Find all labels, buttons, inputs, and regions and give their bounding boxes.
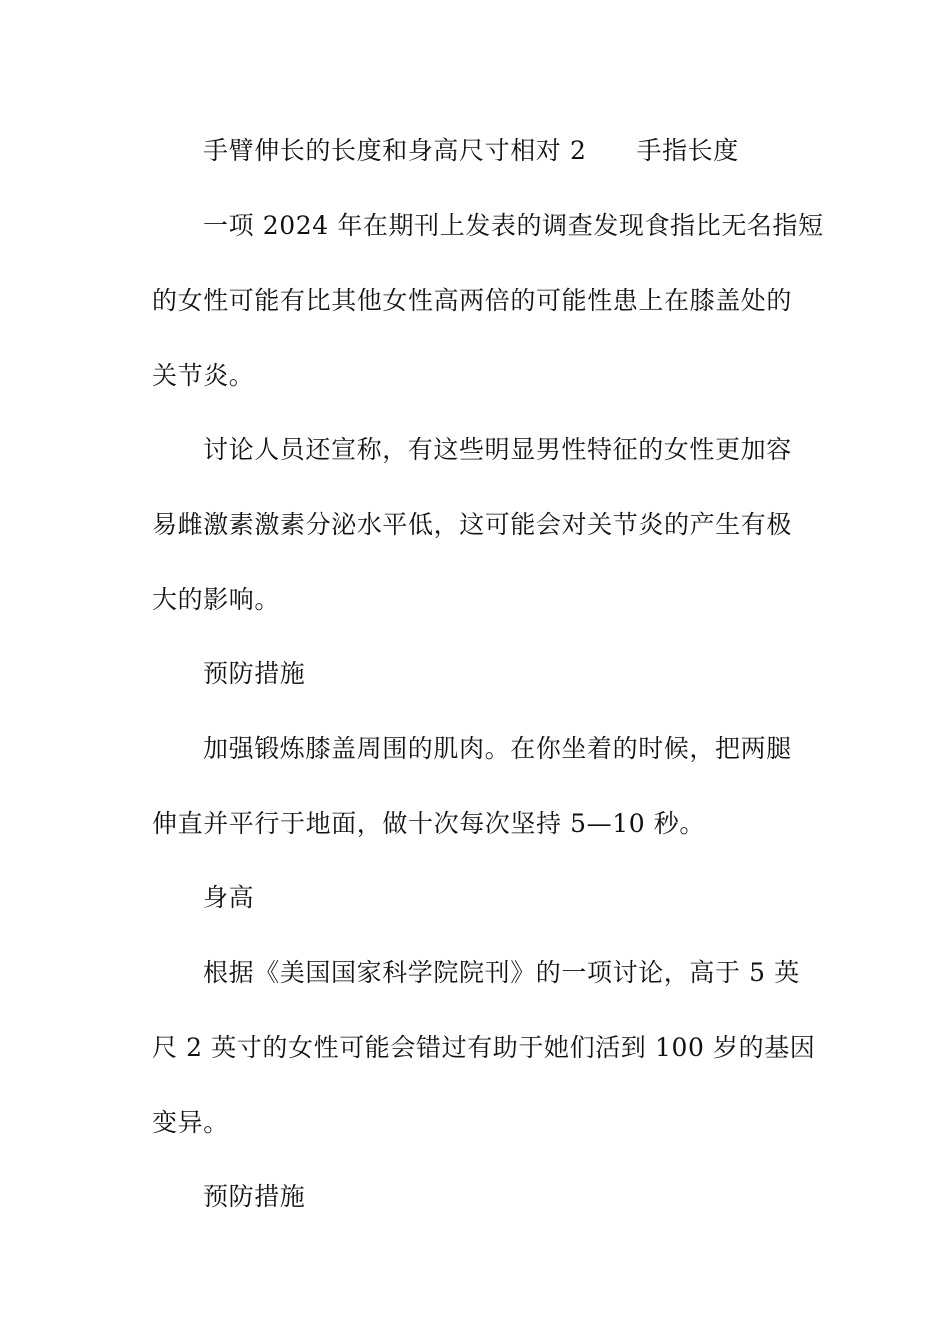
- section1-title: 预防措施: [203, 659, 306, 688]
- paragraph2-line1: 讨论人员还宣称，有这些明显男性特征的女性更加容: [203, 435, 792, 464]
- paragraph2-line3: 大的影响。: [152, 585, 281, 614]
- paragraph3-line1: 加强锻炼膝盖周围的肌肉。在你坐着的时候，把两腿: [203, 734, 792, 763]
- heading-right-text: 手指长度: [636, 136, 739, 165]
- section2-title: 身高: [203, 883, 255, 912]
- paragraph2-line2: 易雌激素激素分泌水平低，这可能会对关节炎的产生有极: [152, 510, 793, 539]
- heading-left-text: 手臂伸长的长度和身高尺寸相对 2: [203, 136, 587, 165]
- paragraph1-line1: 一项 2024 年在期刊上发表的调查发现食指比无名指短: [203, 211, 824, 240]
- paragraph1-line3: 关节炎。: [152, 361, 255, 390]
- paragraph3-line2: 伸直并平行于地面，做十次每次坚持 5—10 秒。: [152, 809, 706, 838]
- heading-line: [203, 134, 739, 168]
- paragraph4-line3: 变异。: [152, 1108, 229, 1137]
- paragraph1-line2: 的女性可能有比其他女性高两倍的可能性患上在膝盖处的: [152, 286, 793, 315]
- paragraph4-line1: 根据《美国国家科学院院刊》的一项讨论，高于 5 英: [203, 958, 800, 987]
- paragraph4-line2: 尺 2 英寸的女性可能会错过有助于她们活到 100 岁的基因: [152, 1033, 816, 1062]
- section3-title: 预防措施: [203, 1182, 306, 1211]
